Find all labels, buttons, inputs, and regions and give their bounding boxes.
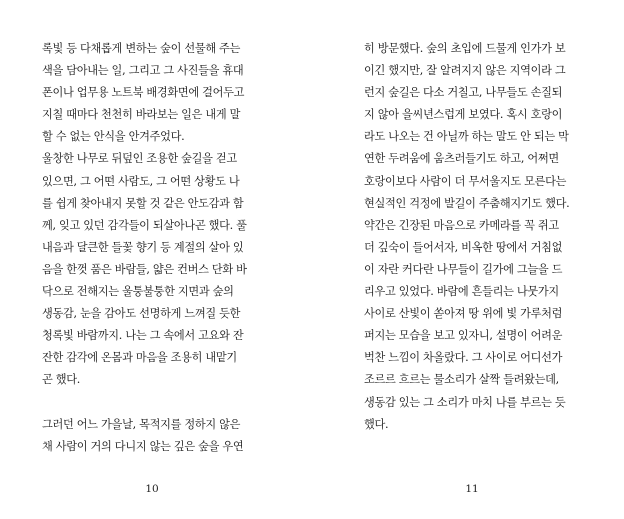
text-line: 폰이나 업무용 노트북 배경화면에 걸어두고 bbox=[42, 86, 245, 100]
text-line: 있으면, 그 어떤 사람도, 그 어떤 상황도 나 bbox=[42, 174, 240, 188]
text-line: 채 사람이 거의 다니지 않는 깊은 숲을 우연 bbox=[42, 439, 244, 453]
text-line: 이긴 했지만, 잘 알려지지 않은 지역이라 그 bbox=[364, 64, 566, 78]
text-line: 호랑이보다 사람이 더 무서울지도 모른다는 bbox=[364, 174, 567, 188]
text-line: 리우고 있었다. 바람에 흔들리는 나뭇가지 bbox=[364, 285, 559, 299]
text-line: 퍼지는 모습을 보고 있자니, 설명이 어려운 bbox=[364, 329, 563, 343]
text-line: 라도 나오는 건 아닐까 하는 말도 안 되는 막 bbox=[364, 130, 569, 144]
text-line: 내음과 달큰한 들꽃 향기 등 계절의 살아 있 bbox=[42, 240, 244, 254]
text-line: 곤 했다. bbox=[42, 373, 81, 387]
text-line: 이 자란 커다란 나무들이 길가에 그늘을 드 bbox=[364, 262, 563, 276]
text-line: 께, 잊고 있던 감각들이 되살아나곤 했다. 풀 bbox=[42, 218, 247, 232]
right-page-text bbox=[364, 38, 590, 436]
right-page-number: 11 bbox=[465, 483, 479, 495]
text-line: 색을 담아내는 일, 그리고 그 사진들을 휴대 bbox=[42, 64, 244, 78]
text-line: 지 않아 을씨년스럽게 보였다. 혹시 호랑이 bbox=[364, 108, 563, 122]
text-line: 지칠 때마다 천천히 바라보는 일은 내게 말 bbox=[42, 108, 241, 122]
text-line: 할 수 없는 안식을 안겨주었다. bbox=[42, 130, 185, 144]
text-line: 사이로 산빛이 쏟아져 땅 위에 빛 가루처럼 bbox=[364, 307, 563, 321]
text-line: 록빛 등 다채롭게 변하는 숲이 선물해 주는 bbox=[42, 42, 241, 55]
text-line: 연한 두려움에 움츠러들기도 하고, 어쩌면 bbox=[364, 152, 559, 166]
text-line: 음을 한껏 품은 바람들, 얇은 컨버스 단화 바 bbox=[42, 262, 247, 276]
text-line: 더 깊숙이 들어서자, 비옥한 땅에서 거침없 bbox=[364, 240, 563, 254]
paragraph-gap bbox=[42, 392, 268, 414]
text-line: 울창한 나무로 뒤덮인 조용한 숲길을 걷고 bbox=[42, 152, 237, 166]
text-line: 히 방문했다. 숲의 초입에 드물게 인가가 보 bbox=[364, 42, 566, 55]
text-line: 조르르 흐르는 물소리가 살짝 들려왔는데, bbox=[364, 373, 559, 387]
text-line: 닥으로 전해지는 울퉁불퉁한 지면과 숲의 bbox=[42, 285, 234, 299]
text-line: 청록빛 바람까지. 나는 그 속에서 고요와 잔 bbox=[42, 329, 244, 343]
text-line: 그러던 어느 가을날, 목적지를 정하지 않은 bbox=[42, 417, 241, 431]
text-line: 런지 숲길은 다소 거칠고, 나무들도 손질되 bbox=[364, 86, 563, 100]
text-line: 잔한 감각에 온몸과 마음을 조용히 내맡기 bbox=[42, 351, 237, 365]
left-page-number: 10 bbox=[145, 483, 159, 495]
left-page-text bbox=[42, 38, 268, 458]
text-line: 현실적인 걱정에 발길이 주춤해지기도 했다. bbox=[364, 196, 570, 210]
text-line: 약간은 긴장된 마음으로 카메라를 꼭 쥐고 bbox=[364, 218, 559, 232]
text-line: 벅찬 느낌이 차올랐다. 그 사이로 어디선가 bbox=[364, 351, 563, 365]
text-line: 생동감 있는 그 소리가 마치 나를 부르는 듯 bbox=[364, 395, 566, 409]
text-line: 를 쉽게 찾아내지 못할 것 같은 안도감과 함 bbox=[42, 196, 244, 210]
right-page bbox=[312, 0, 624, 519]
text-line: 했다. bbox=[364, 417, 389, 431]
text-line: 생동감, 눈을 감아도 선명하게 느껴질 듯한 bbox=[42, 307, 241, 321]
